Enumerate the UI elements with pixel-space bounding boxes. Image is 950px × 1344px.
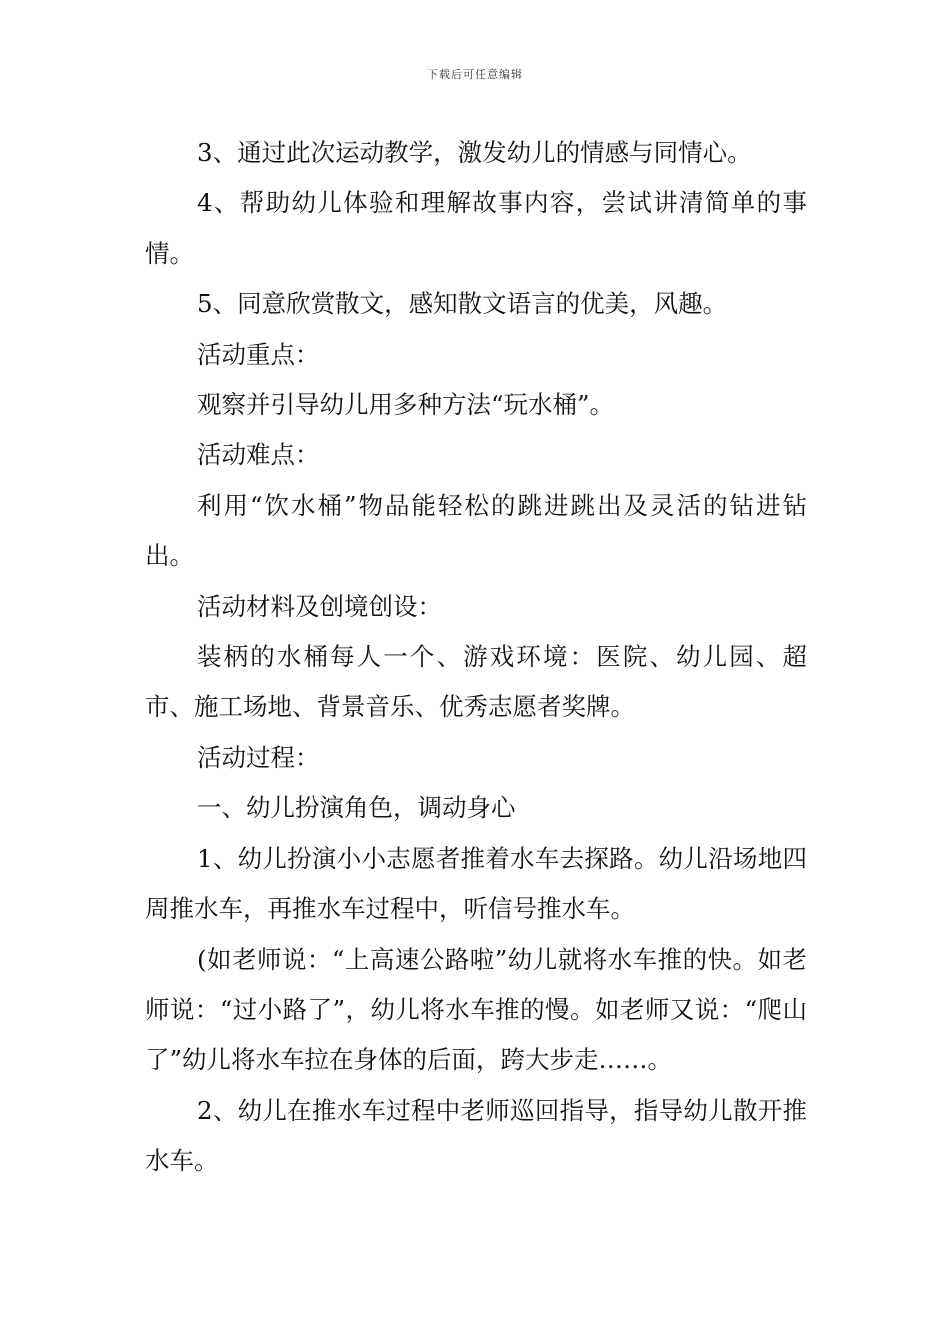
paragraph-process-item-1: 1、幼儿扮演小小志愿者推着水车去探路。幼儿沿场地四周推水车，再推水车过程中，听信号推水车。: [145, 843, 807, 924]
paragraph-key-points: 观察并引导幼儿用多种方法“玩水桶”。: [197, 390, 615, 420]
paragraph-materials: 装柄的水桶每人一个、游戏环境：医院、幼儿园、超市、施工场地、背景音乐、优秀志愿者奖牌。: [145, 642, 807, 722]
paragraph-goal-3: 3、通过此次运动教学，激发幼儿的情感与同情心。: [197, 138, 752, 167]
heading-process: 活动过程：: [197, 742, 320, 772]
paragraph-difficulties: 利用“饮水桶”物品能轻松的跳进跳出及灵活的钻进钻出。: [145, 490, 807, 571]
paragraph-process-example: (如老师说：“上高速公路啦”幼儿就将水车推的快。如老师说：“过小路了”，幼儿将水车推的慢。如老师又说：“爬山了”幼儿将水车拉在身体的后面，跨大步走……。: [145, 944, 807, 1075]
page-header-note: 下载后可任意编辑: [427, 68, 523, 81]
paragraph-process-item-2: 2、幼儿在推水车过程中老师巡回指导，指导幼儿散开推水车。: [145, 1095, 807, 1176]
document-body: [145, 128, 807, 1187]
heading-difficulties: 活动难点：: [197, 440, 320, 470]
paragraph-process-step-one: 一、幼儿扮演角色，调动身心: [197, 793, 516, 823]
heading-key-points: 活动重点：: [197, 339, 320, 369]
paragraph-goal-5: 5、同意欣赏散文，感知散文语言的优美，风趣。: [197, 289, 728, 319]
heading-materials: 活动材料及创境创设：: [197, 591, 442, 621]
paragraph-goal-4: 4、帮助幼儿体验和理解故事内容，尝试讲清简单的事情。: [145, 188, 807, 268]
